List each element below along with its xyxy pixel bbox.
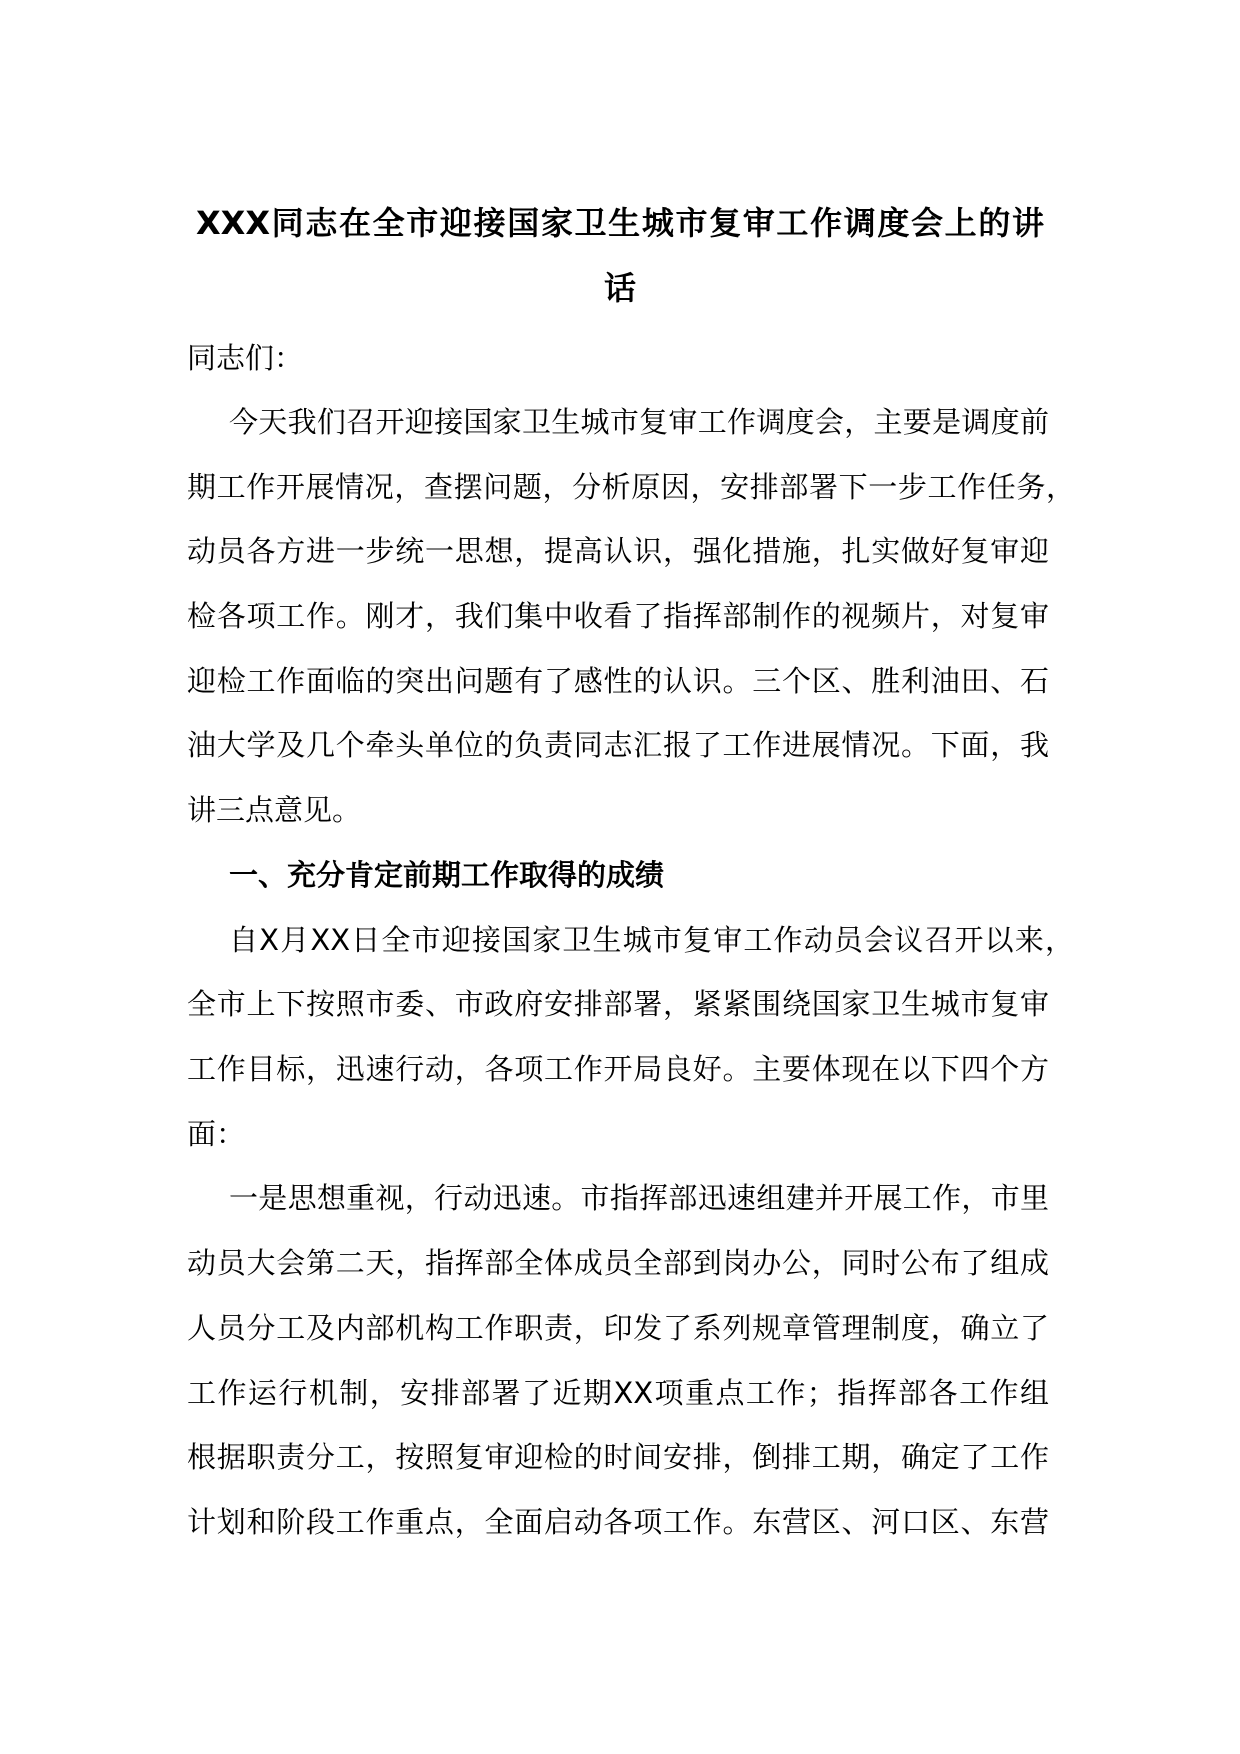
paragraph-line: 迎检工作面临的突出问题有了感性的认识。三个区、胜利油田、石 (187, 664, 1049, 698)
paragraph-line: 工作目标，迅速行动，各项工作开局良好。主要体现在以下四个方 (187, 1052, 1049, 1086)
paragraph-line: 动员大会第二天，指挥部全体成员全部到岗办公，同时公布了组成 (187, 1246, 1049, 1280)
paragraph-line: 检各项工作。刚才，我们集中收看了指挥部制作的视频片，对复审 (187, 599, 1049, 633)
paragraph-line: 全市上下按照市委、市政府安排部署，紧紧围绕国家卫生城市复审 (187, 987, 1049, 1021)
paragraph-line: 自X月XX日全市迎接国家卫生城市复审工作动员会议召开以来， (229, 923, 1074, 957)
paragraph-line: 计划和阶段工作重点，全面启动各项工作。东营区、河口区、东营 (187, 1505, 1049, 1539)
title-line: XXX同志在全市迎接国家卫生城市复审工作调度会上的讲 (196, 204, 1044, 242)
paragraph-line: 讲三点意见。 (187, 793, 362, 827)
paragraph-line: 人员分工及内部机构工作职责，印发了系列规章管理制度，确立了 (187, 1311, 1049, 1345)
title-line: 话 (603, 269, 636, 307)
section-heading: 一、充分肯定前期工作取得的成绩 (229, 858, 665, 892)
paragraph-line: 期工作开展情况，查摆问题，分析原因，安排部署下一步工作任务， (187, 470, 1075, 504)
paragraph-line: 面： (187, 1117, 246, 1151)
paragraph-line: 油大学及几个牵头单位的负责同志汇报了工作进展情况。下面，我 (187, 728, 1049, 762)
paragraph-line: 动员各方进一步统一思想，提高认识，强化措施，扎实做好复审迎 (187, 534, 1049, 568)
paragraph-line: 工作运行机制，安排部署了近期XX项重点工作；指挥部各工作组 (187, 1376, 1049, 1410)
paragraph-line: 根据职责分工，按照复审迎检的时间安排，倒排工期，确定了工作 (187, 1440, 1049, 1474)
paragraph-line: 一是思想重视，行动迅速。市指挥部迅速组建并开展工作，市里 (229, 1181, 1049, 1215)
salutation: 同志们： (187, 341, 304, 375)
paragraph-line: 今天我们召开迎接国家卫生城市复审工作调度会，主要是调度前 (229, 405, 1049, 439)
